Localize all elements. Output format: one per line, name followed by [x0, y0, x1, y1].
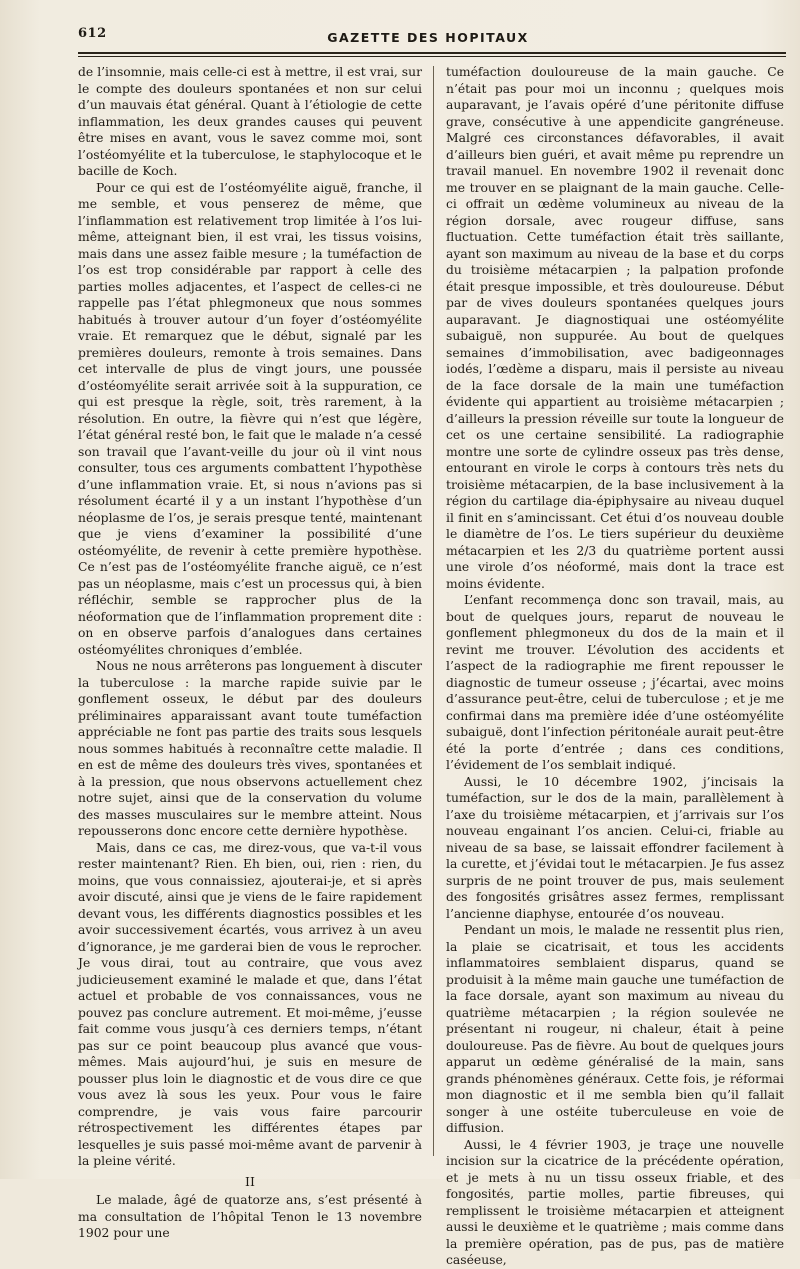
header-rule — [78, 52, 786, 54]
paragraph: Aussi, le 10 décembre 1902, j’incisais la tuméfaction, sur le dos de la main, parallèlement à l’axe du troisième métacarpien, et j’arrivais sur l’os nouveau engainant l’os ancien. Celui-ci, friable au niveau de sa base, se laissait effondrer facilement à la curette, et j’évidai tout le métacarpien. Je fus assez surpris de ne point trouver de pus, mais seulement des fongosités grisâtres assez fermes, remplissant l’ancienne diaphyse, entourée d’os nouveau. — [446, 774, 784, 921]
running-title: GAZETTE DES HOPITAUX — [327, 30, 529, 45]
section-number: II — [245, 1173, 255, 1189]
paragraph: tuméfaction douloureuse de la main gauche. Ce n’était pas pour moi un inconnu ; quelques mois auparavant, je l’avais opéré d’une péritonite diffuse grave, consécutive à une appendicite gangréneuse. Malgré ces circonstances défavorables, il avait d’ailleurs bien guéri, et avait même pu reprendre un travail manuel. En novembre 1902 il revenait donc me trouver en se plaignant de la main gauche. Celle-ci offrait un œdème volumineux au niveau de la région dorsale, avec rougeur diffuse, sans fluctuation. Cette tuméfaction était très saillante, ayant son maximum au niveau de la base et du corps du troisième métacarpien ; la palpation profonde était presque impossible, et très douloureuse. Début par de vives douleurs spontanées quelques jours auparavant. Je diagnostiquai une ostéomyélite subaiguë, non suppurée. Au bout de quelques semaines d’immobilisation, avec badigeonnages iodés, l’œdème a disparu, mais il persiste au niveau de la face dorsale de la main une tuméfaction évidente qui appartient au troisième métacarpien ; d’ailleurs la pression réveille sur toute la longueur de cet os une certaine sensibilité. La radiographie montre une sorte de cylindre osseux pas très dense, entourant en virole le corps à contours très nets du troisième métacarpien, de la base inclusivement à la région du cartilage dia-épiphysaire au niveau duquel il finit en s’amincissant. Cet étui d’os nouveau double le diamètre de l’os. Le tiers supérieur du deuxième métacarpien et les 2/3 du quatrième portent aussi une virole d’os néoformé, mais dont la trace est moins évidente. — [446, 65, 784, 591]
paragraph: Nous ne nous arrêterons pas longuement à discuter la tuberculose : la marche rapide suivie par le gonflement osseux, le début par des douleurs préliminaires apparaissant avant toute tuméfaction appréciable ne font pas partie des traits sous lesquels nous sommes habitués à reconnaître cette maladie. Il en est de même des douleurs très vives, spontanées et à la pression, que nous observons actuellement chez notre sujet, ainsi que de la conservation du volume des masses musculaires sur le membre atteint. Nous repousserons donc encore cette dernière hypothèse. — [78, 659, 422, 838]
left-column — [78, 64, 422, 1240]
page-header — [78, 26, 778, 48]
right-column — [446, 64, 784, 1267]
header-rule-thin — [78, 56, 786, 57]
paragraph: Le malade, âgé de quatorze ans, s’est présenté à ma consultation de l’hôpital Tenon le 13 novembre 1902 pour une — [78, 1193, 422, 1240]
paragraph: L’enfant recommença donc son travail, mais, au bout de quelques jours, reparut de nouveau le gonflement phlegmoneux du dos de la main et il revint me trouver. L’évolution des accidents et l’aspect de la radiographie me firent repousser le diagnostic de tumeur osseuse ; j’écartai, avec moins d’assurance peut-être, celui de tuberculose ; et je me confirmai dans ma première idée d’une ostéomyélite subaiguë, dont l’infection péritonéale aurait peut-être été la porte d’entrée ; dans ces conditions, l’évidement de l’os semblait indiqué. — [446, 593, 784, 772]
paragraph: de l’insomnie, mais celle-ci est à mettre, il est vrai, sur le compte des douleurs spontanées et non sur celui d’un mauvais état général. Quant à l’étiologie de cette inflammation, les deux grandes causes qui peuvent être mises en avant, vous le savez comme moi, sont l’ostéomyélite et la tuberculose, le staphylocoque et le bacille de Koch. — [78, 65, 422, 178]
column-divider — [433, 66, 434, 1156]
paragraph: Mais, dans ce cas, me direz-vous, que va-t-il vous rester maintenant? Rien. Eh bien, oui, rien : rien, du moins, que vous connaissiez, ajouterai-je, et si après avoir discuté, ainsi que je viens de le faire rapidement devant vous, les différents diagnostics possibles et les avoir successivement écartés, vous arrivez à un aveu d’ignorance, je me garderai bien de vous le reprocher. Je vous dirai, tout au contraire, que vous avez judicieusement examiné le malade et que, dans l’état actuel et probable de vos connaissances, vous ne pouvez pas conclure autrement. Et moi-même, j’eusse fait comme vous jusqu’à ces derniers temps, n’étant pas sur ce point beaucoup plus avancé que vous-mêmes. Mais aujourd’hui, je suis en mesure de pousser plus loin le diagnostic et de vous dire ce que vous avez là sous les yeux. Pour vous le faire comprendre, je vais vous faire parcourir rétrospectivement les différentes étapes par lesquelles je suis passé moi-même avant de parvenir à la pleine vérité. — [78, 840, 422, 1168]
paragraph: Aussi, le 4 février 1903, je traçe une nouvelle incision sur la cicatrice de la précédente opération, et je mets à nu un tissu osseux friable, et des fongosités, partie molles, partie fibreuses, qui remplissent le troisième métacarpien et atteignent aussi le deuxième et le quatrième ; mais comme dans la première opération, pas de pus, pas de matière caséeuse, — [446, 1137, 784, 1267]
page-number: 612 — [78, 26, 107, 41]
paragraph: Pendant un mois, le malade ne ressentit plus rien, la plaie se cicatrisait, et tous les accidents inflammatoires semblaient disparus, quand se produisit à la même main gauche une tuméfaction de la face dorsale, ayant son maximum au niveau du quatrième métacarpien ; la région soulevée ne présentant ni rougeur, ni chaleur, était à peine douloureuse. Pas de fièvre. Au bout de quelques jours apparut un œdème généralisé de la main, sans grands phénomènes généraux. Cette fois, je réformai mon diagnostic et il me sembla bien qu’il fallait songer à une ostéite tuberculeuse en voie de diffusion. — [446, 923, 784, 1135]
paragraph: Pour ce qui est de l’ostéomyélite aiguë, franche, il me semble, et vous penserez de même, que l’inflammation est relativement trop limitée à l’os lui-même, atteignant bien, il est vrai, les tissus voisins, mais dans une assez faible mesure ; la tuméfaction de l’os est trop considérable par rapport à celle des parties molles adjacentes, et l’aspect de celles-ci ne rappelle pas l’état phlegmoneux que nous sommes habitués à trouver autour d’un foyer d’ostéomyélite vraie. Et remarquez que le début, signalé par les premières douleurs, remonte à trois semaines. Dans cet intervalle de plus de vingt jours, une poussée d’ostéomyélite serait arrivée soit à la suppuration, ce qui est presque la règle, soit, très rarement, à la résolution. En outre, la fièvre qui n’est que légère, l’état général resté bon, le fait que le malade n’a cessé son travail que l’avant-veille du jour où il vint nous consulter, tous ces arguments combattent l’hypothèse d’une inflammation vraie. Et, si nous n’avions pas si résolument écarté il y a un instant l’hypothèse d’un néoplasme de l’os, je serais presque tenté, maintenant que je viens d’examiner la possibilité d’une ostéomyélite, de revenir à cette première hypothèse. Ce n’est pas de l’ostéomyélite franche aiguë, ce n’est pas un néoplasme, mais c’est un processus qui, à bien réfléchir, semble se rapprocher plus de la néoformation que de l’inflammation proprement dite : on en observe parfois d’analogues dans certaines ostéomyélites chroniques d’emblée. — [78, 180, 422, 657]
